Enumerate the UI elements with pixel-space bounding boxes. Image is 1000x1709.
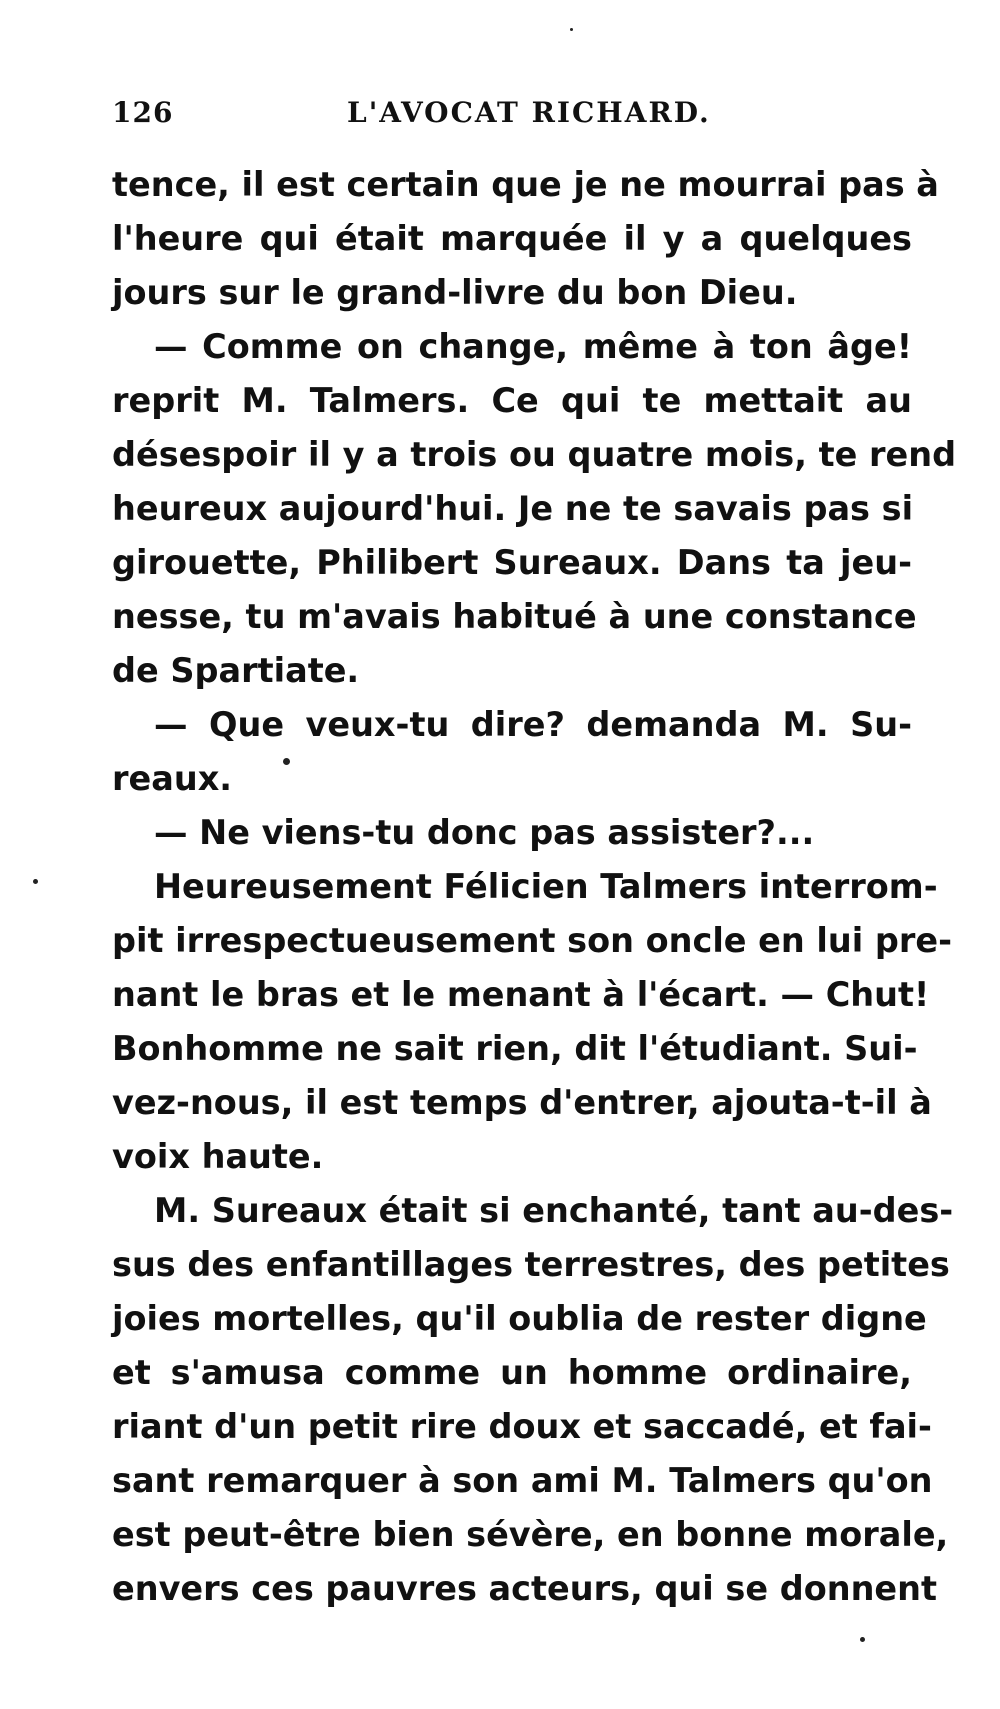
text-line: de Spartiate. <box>112 651 360 690</box>
text-line: girouette, Philibert Sureaux. Dans ta jeu- <box>112 543 912 582</box>
text-line: nant le bras et le menant à l'écart. — Chut! <box>112 975 930 1014</box>
text-line: désespoir il y a trois ou quatre mois, te rend <box>112 435 957 474</box>
text-line: M. Sureaux était si enchanté, tant au-des- <box>154 1191 954 1230</box>
text-line: tence, il est certain que je ne mourrai pas à <box>112 165 939 204</box>
text-line: sant remarquer à son ami M. Talmers qu'on <box>112 1461 933 1500</box>
text-line: vez-nous, il est temps d'entrer, ajouta-t-il à <box>112 1083 932 1122</box>
text-line: — Ne viens-tu donc pas assister?... <box>154 813 815 852</box>
text-line: nesse, tu m'avais habitué à une constance <box>112 597 917 636</box>
body-text <box>112 158 957 1616</box>
page-header <box>112 96 904 136</box>
text-line: riant d'un petit rire doux et saccadé, et fai- <box>112 1407 932 1446</box>
text-line: est peut-être bien sévère, en bonne morale, <box>112 1515 949 1554</box>
page-number: 126 <box>112 96 174 129</box>
print-speck <box>860 1637 865 1642</box>
text-line: sus des enfantillages terrestres, des petites <box>112 1245 950 1284</box>
text-line: pit irrespectueusement son oncle en lui pre- <box>112 921 953 960</box>
text-line: joies mortelles, qu'il oublia de rester digne <box>112 1299 927 1338</box>
print-speck <box>570 28 573 31</box>
text-line: jours sur le grand-livre du bon Dieu. <box>112 273 798 312</box>
text-line: Heureusement Félicien Talmers interrom- <box>154 867 938 906</box>
text-line: — Comme on change, même à ton âge! <box>154 327 912 366</box>
text-line: reaux. <box>112 759 233 798</box>
text-line: Bonhomme ne sait rien, dit l'étudiant. Sui- <box>112 1029 918 1068</box>
text-line: — Que veux-tu dire? demanda M. Su- <box>154 705 912 744</box>
running-title: L'AVOCAT RICHARD. <box>347 96 711 129</box>
text-line: reprit M. Talmers. Ce qui te mettait au <box>112 381 912 420</box>
text-line: l'heure qui était marquée il y a quelques <box>112 219 912 258</box>
text-line: envers ces pauvres acteurs, qui se donnent <box>112 1569 938 1608</box>
print-speck <box>283 758 290 765</box>
text-line: heureux aujourd'hui. Je ne te savais pas si <box>112 489 914 528</box>
text-line: et s'amusa comme un homme ordinaire, <box>112 1353 912 1392</box>
print-speck <box>33 879 38 884</box>
text-line: voix haute. <box>112 1137 324 1176</box>
